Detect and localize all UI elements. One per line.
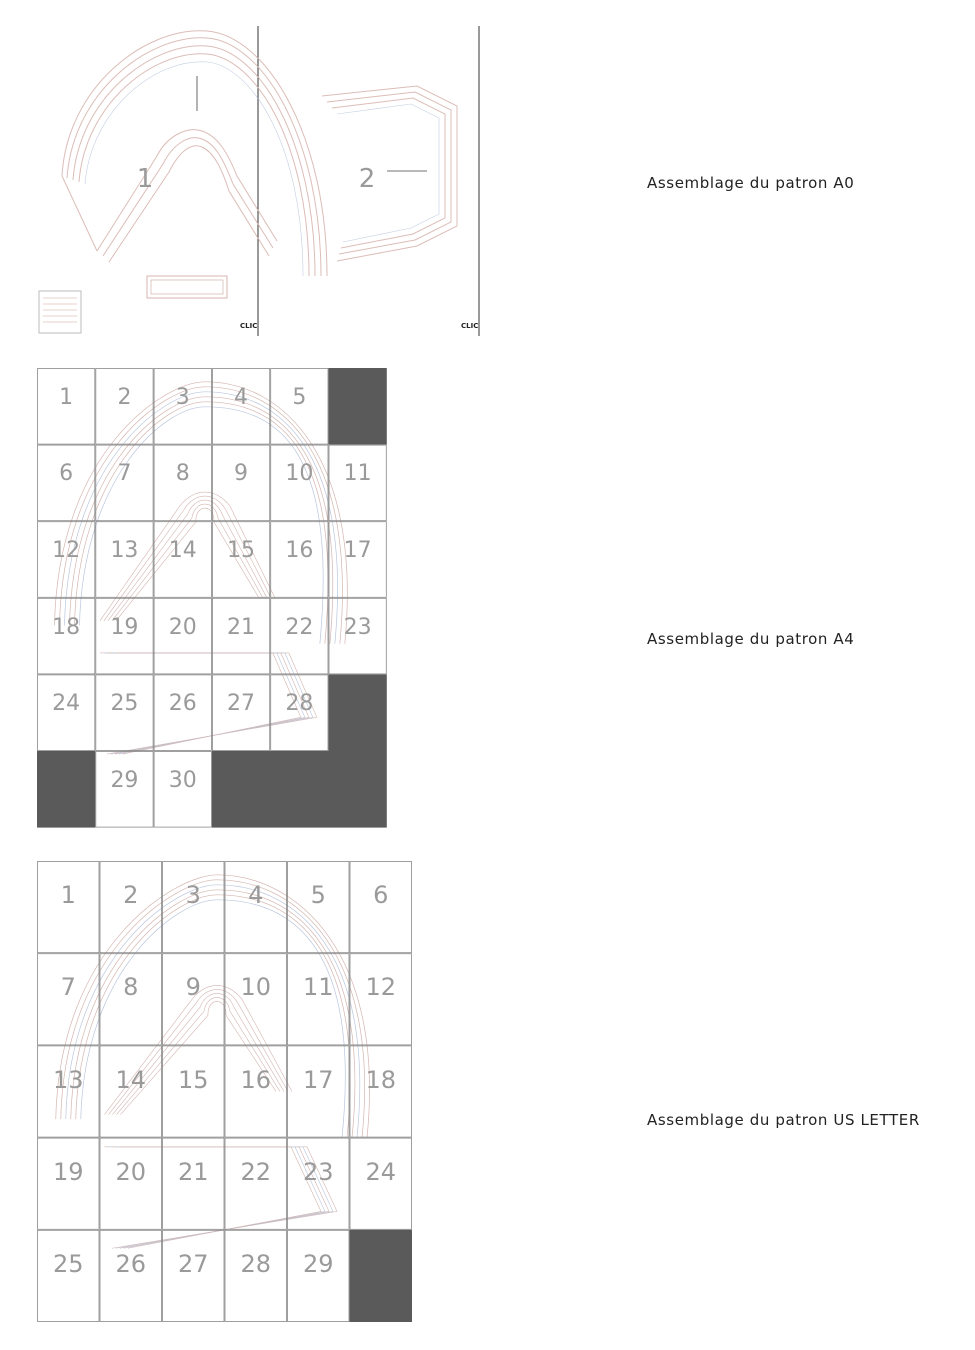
tile-number: 18 xyxy=(52,614,81,640)
filler-cell xyxy=(350,1230,413,1322)
a0-page-number: 2 xyxy=(358,164,376,194)
filler-cell xyxy=(212,751,387,828)
us-letter-section xyxy=(0,855,975,1330)
tile-number: 26 xyxy=(168,691,197,717)
tile-number: 28 xyxy=(240,1250,272,1279)
a0-section xyxy=(0,0,975,350)
tile-number: 5 xyxy=(310,881,326,910)
tile-number: 21 xyxy=(177,1157,209,1186)
tile-number: 3 xyxy=(185,881,201,910)
tile-number: 15 xyxy=(227,538,256,564)
tile-number: 22 xyxy=(240,1157,272,1186)
tile-number: 4 xyxy=(234,384,249,410)
a0-logo: CLIC xyxy=(461,322,479,330)
tile-number: 23 xyxy=(302,1157,334,1186)
tile-number: 21 xyxy=(227,614,256,640)
pattern-outline xyxy=(56,875,370,1248)
a0-caption: Assemblage du patron A0 xyxy=(647,174,855,192)
tile-number: 25 xyxy=(110,691,139,717)
tile-number: 10 xyxy=(240,973,272,1002)
tile-number: 27 xyxy=(227,691,256,717)
a0-logo: CLIC xyxy=(240,322,258,330)
a4-tile-grid xyxy=(37,368,387,828)
tile-number: 26 xyxy=(115,1250,147,1279)
tile-number: 7 xyxy=(117,461,132,487)
tile-number: 14 xyxy=(115,1065,147,1094)
a4-caption: Assemblage du patron A4 xyxy=(647,630,855,648)
tile-number: 17 xyxy=(343,538,372,564)
a0-pattern-drawing xyxy=(37,26,480,336)
filler-cell xyxy=(329,368,387,445)
tile-number: 6 xyxy=(373,881,389,910)
a0-page-number: 1 xyxy=(136,164,154,194)
a4-section xyxy=(0,360,975,835)
tile-number: 16 xyxy=(285,538,314,564)
tile-number: 14 xyxy=(168,538,197,564)
tile-number: 20 xyxy=(168,614,197,640)
tile-number: 27 xyxy=(177,1250,209,1279)
tile-number: 11 xyxy=(343,461,372,487)
us-letter-caption: Assemblage du patron US LETTER xyxy=(647,1111,920,1129)
tile-number: 11 xyxy=(302,973,334,1002)
tile-number: 8 xyxy=(123,973,139,1002)
tile-number: 29 xyxy=(110,767,139,793)
tile-number: 24 xyxy=(365,1157,397,1186)
tile-number: 25 xyxy=(52,1250,84,1279)
tile-number: 18 xyxy=(365,1065,397,1094)
tile-number: 9 xyxy=(185,973,201,1002)
tile-number: 15 xyxy=(177,1065,209,1094)
tile-number: 23 xyxy=(343,614,372,640)
tile-number: 17 xyxy=(302,1065,334,1094)
tile-number: 22 xyxy=(285,614,314,640)
tile-number: 24 xyxy=(52,691,81,717)
tile-number: 1 xyxy=(59,384,74,410)
tile-number: 19 xyxy=(110,614,139,640)
tile-number: 20 xyxy=(115,1157,147,1186)
tile-number: 6 xyxy=(59,461,74,487)
tile-number: 2 xyxy=(123,881,139,910)
a4-overlay xyxy=(37,368,387,828)
tile-number: 13 xyxy=(52,1065,84,1094)
tile-number: 9 xyxy=(234,461,249,487)
tile-number: 1 xyxy=(60,881,76,910)
tile-number: 29 xyxy=(302,1250,334,1279)
tile-number: 4 xyxy=(248,881,264,910)
tile-number: 5 xyxy=(292,384,307,410)
tile-number: 10 xyxy=(285,461,314,487)
tile-number: 2 xyxy=(117,384,132,410)
tile-number: 16 xyxy=(240,1065,272,1094)
tile-number: 30 xyxy=(168,767,197,793)
filler-cell xyxy=(37,751,95,828)
tile-number: 12 xyxy=(365,973,397,1002)
filler-cell xyxy=(329,674,387,751)
tile-number: 8 xyxy=(175,461,190,487)
tile-number: 7 xyxy=(60,973,76,1002)
a0-pattern-sheet xyxy=(37,26,480,336)
tile-number: 28 xyxy=(285,691,314,717)
tile-number: 12 xyxy=(52,538,81,564)
us-letter-tile-grid xyxy=(37,861,418,1322)
tile-number: 19 xyxy=(52,1157,84,1186)
tile-number: 13 xyxy=(110,538,139,564)
tile-number: 3 xyxy=(175,384,190,410)
